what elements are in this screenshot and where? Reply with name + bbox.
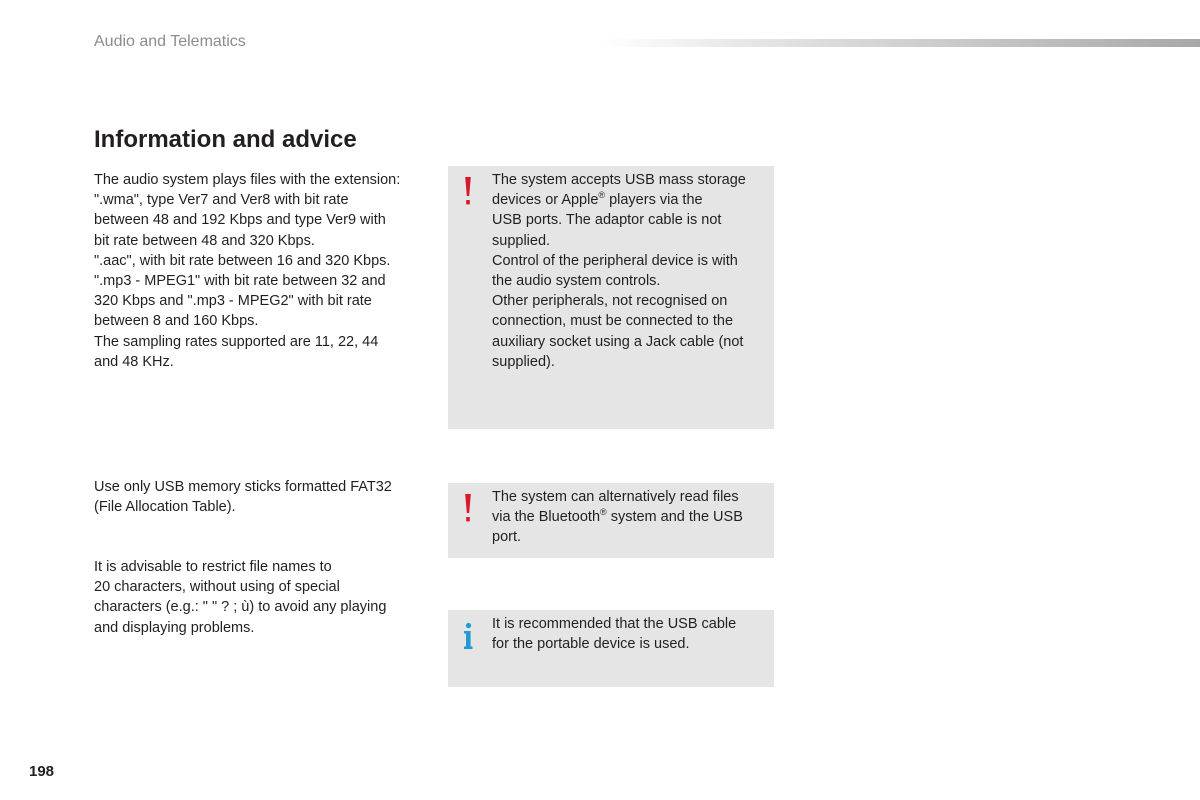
page-number: 198	[29, 763, 55, 780]
text-line: USB ports. The adaptor cable is not	[492, 212, 722, 229]
note-usb-cable	[448, 610, 774, 687]
header-title: Audio and Telematics	[94, 33, 246, 50]
text-line: ".mp3 - MPEG1" with bit rate between 32 and	[94, 273, 386, 290]
note-bluetooth	[448, 483, 774, 558]
text-line: 320 Kbps and ".mp3 - MPEG2" with bit rate	[94, 293, 372, 310]
text-line: bit rate between 48 and 320 Kbps.	[94, 232, 315, 249]
text-line: supplied.	[492, 232, 551, 249]
text-line: characters (e.g.: " " ? ; ù) to avoid any playing	[94, 599, 387, 616]
text-line: port.	[492, 529, 522, 546]
note-text	[492, 614, 768, 654]
text-line: Other peripherals, not recognised on	[492, 293, 728, 310]
text-line: It is recommended that the USB cable	[492, 616, 737, 632]
text-line: between 48 and 192 Kbps and type Ver9 with	[94, 212, 386, 229]
note-text	[492, 170, 768, 372]
text-line: and displaying problems.	[94, 619, 255, 636]
header-bar	[600, 39, 1200, 47]
note-usb-storage	[448, 166, 774, 429]
text-line: ".aac", with bit rate between 16 and 320 Kbps.	[94, 252, 391, 269]
audio-formats-paragraph	[94, 170, 434, 372]
text-line: between 8 and 160 Kbps.	[94, 313, 259, 330]
text-line: the audio system controls.	[492, 273, 661, 290]
text-line: Control of the peripheral device is with	[492, 252, 738, 269]
text-line: via the Bluetooth® system and the USB	[492, 507, 743, 526]
text-line: for the portable device is used.	[492, 636, 690, 653]
text-line: The audio system plays files with the extension:	[94, 172, 401, 188]
info-icon	[462, 620, 474, 652]
text-line: supplied).	[492, 353, 555, 370]
text-line: (File Allocation Table).	[94, 499, 236, 516]
text-line: The system can alternatively read files	[492, 489, 739, 505]
warning-icon	[462, 493, 474, 525]
text-line: It is advisable to restrict file names to	[94, 559, 332, 575]
text-line: and 48 KHz.	[94, 353, 174, 370]
section-title: Information and advice	[94, 126, 357, 153]
text-line: The system accepts USB mass storage	[492, 172, 746, 188]
file-names-paragraph	[94, 557, 434, 638]
note-text	[492, 487, 768, 548]
text-line: 20 characters, without using of special	[94, 579, 340, 596]
text-line: ".wma", type Ver7 and Ver8 with bit rate	[94, 192, 349, 209]
text-line: auxiliary socket using a Jack cable (not	[492, 333, 744, 350]
text-line: connection, must be connected to the	[492, 313, 734, 330]
text-line: Use only USB memory sticks formatted FAT32	[94, 479, 392, 495]
usb-format-paragraph	[94, 477, 434, 517]
text-line: The sampling rates supported are 11, 22, 44	[94, 333, 379, 350]
warning-icon	[462, 176, 474, 208]
text-line: devices or Apple® players via the	[492, 190, 703, 209]
